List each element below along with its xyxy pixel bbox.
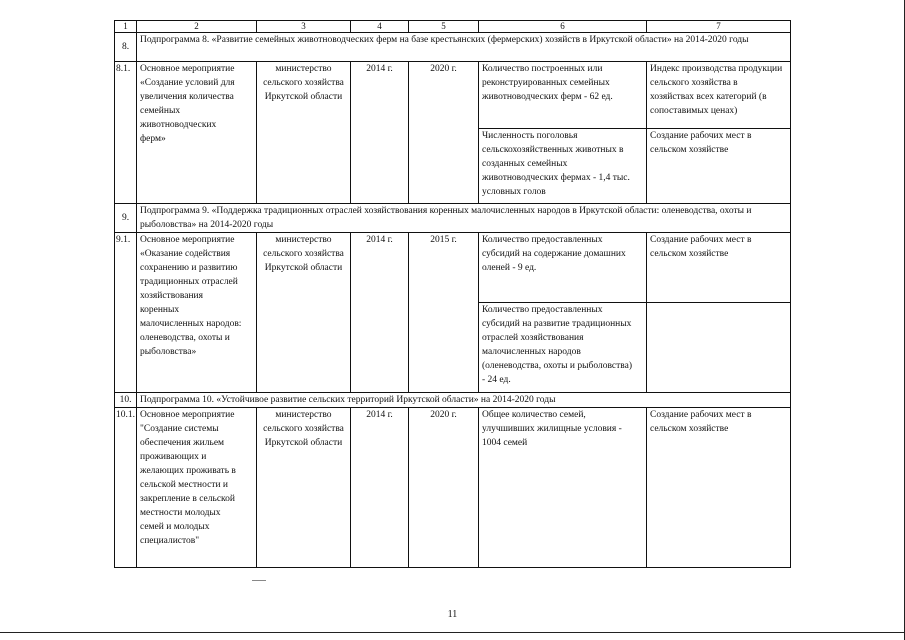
activity-start-year: 2014 г. <box>351 408 409 568</box>
activity-number: 8.1. <box>115 62 137 204</box>
col-num-7: 7 <box>647 21 791 33</box>
subprogram-title: Подпрограмма 8. «Развитие семейных животноводческих ферм на базе крестьянских (фермерских) хозяйств в Иркутской области» на 2014-2020 годы <box>137 33 791 62</box>
col-num-1: 1 <box>115 21 137 33</box>
col-num-4: 4 <box>351 21 409 33</box>
subprogram-row-9 <box>115 204 791 233</box>
activity-end-year: 2015 г. <box>409 233 479 393</box>
activity-executor: министерство сельского хозяйства Иркутской области <box>257 233 351 393</box>
subprogram-number: 9. <box>115 204 137 233</box>
activity-end-year: 2020 г. <box>409 408 479 568</box>
target-indicator: Создание рабочих мест в сельском хозяйстве <box>647 408 791 568</box>
activity-name: Основное мероприятие «Оказание содействия сохранению и развитию традиционных отраслей хозяйствования коренных малочисленных народов: оленеводства, охоты и рыболовства» <box>137 233 257 393</box>
target-indicator <box>647 303 791 393</box>
activity-name: Основное мероприятие «Создание условий для увеличения количества семейных животноводческих ферм» <box>137 62 257 204</box>
activity-start-year: 2014 г. <box>351 62 409 204</box>
subprogram-number: 8. <box>115 33 137 62</box>
expected-result: Количество предоставленных субсидий на содержание домашних оленей - 9 ед. <box>479 233 647 303</box>
col-num-3: 3 <box>257 21 351 33</box>
page-number: 11 <box>447 609 458 620</box>
expected-result: Количество построенных или реконструированных семейных животноводческих ферм - 62 ед. <box>479 62 647 129</box>
activity-end-year: 2020 г. <box>409 62 479 204</box>
activity-row-10-1 <box>115 408 791 568</box>
activity-number: 9.1. <box>115 233 137 393</box>
scan-border-bottom <box>0 632 905 633</box>
target-indicator: Создание рабочих мест в сельском хозяйстве <box>647 129 791 204</box>
scan-mark <box>252 580 266 581</box>
activity-start-year: 2014 г. <box>351 233 409 393</box>
expected-result: Количество предоставленных субсидий на развитие традиционных отраслей хозяйствования малочисленных народов (оленеводства, охоты и рыболовства) - 24 ед. <box>479 303 647 393</box>
activity-number: 10.1. <box>115 408 137 568</box>
expected-result: Численность поголовья сельскохозяйственных животных в созданных семейных животноводческих фермах - 1,4 тыс. условных голов <box>479 129 647 204</box>
program-table <box>114 20 791 568</box>
col-num-5: 5 <box>409 21 479 33</box>
subprogram-number: 10. <box>115 393 137 408</box>
target-indicator: Индекс производства продукции сельского хозяйства в хозяйствах всех категорий (в сопоставимых ценах) <box>647 62 791 129</box>
activity-name: Основное мероприятие "Создание системы обеспечения жильем проживающих и желающих проживать в сельской местности и закрепление в сельской местности молодых семей и молодых специалистов" <box>137 408 257 568</box>
subprogram-row-10 <box>115 393 791 408</box>
target-indicator: Создание рабочих мест в сельском хозяйстве <box>647 233 791 303</box>
subprogram-title: Подпрограмма 10. «Устойчивое развитие сельских территорий Иркутской области» на 2014-2020 годы <box>137 393 791 408</box>
activity-row-8-1 <box>115 62 791 129</box>
col-num-2: 2 <box>137 21 257 33</box>
subprogram-title: Подпрограмма 9. «Поддержка традиционных отраслей хозяйствования коренных малочисленных народов в Иркутской области: оленеводства, охоты и рыболовства» на 2014-2020 годы <box>137 204 791 233</box>
subprogram-row-8 <box>115 33 791 62</box>
col-num-6: 6 <box>479 21 647 33</box>
activity-executor: министерство сельского хозяйства Иркутской области <box>257 408 351 568</box>
activity-row-9-1 <box>115 233 791 303</box>
expected-result: Общее количество семей, улучшивших жилищные условия - 1004 семей <box>479 408 647 568</box>
column-number-row <box>115 21 791 33</box>
activity-executor: министерство сельского хозяйства Иркутской области <box>257 62 351 204</box>
